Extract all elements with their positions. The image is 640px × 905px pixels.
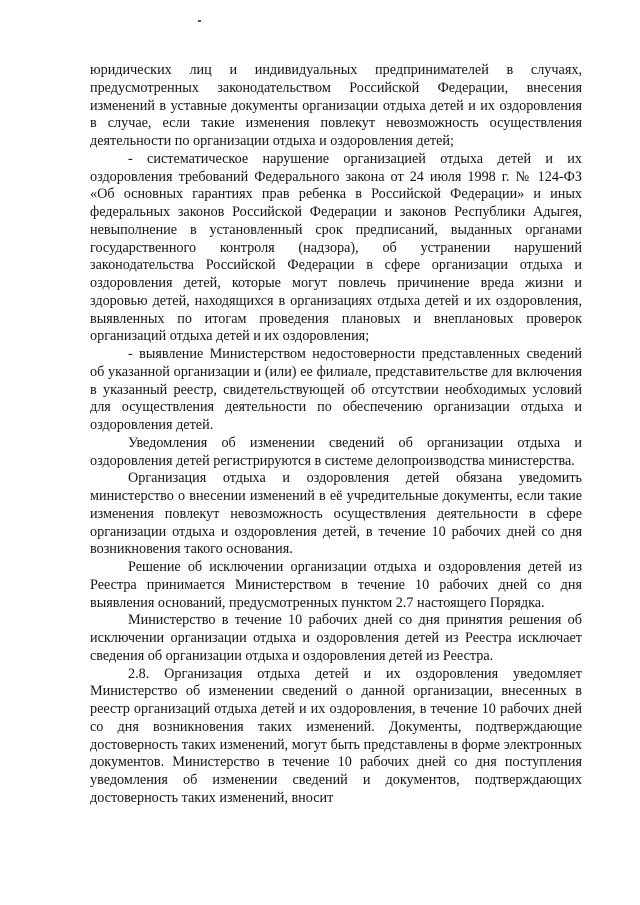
paragraph-notification-registration: Уведомления об изменении сведений об организации отдыха и оздоровления детей регистрируются в системе делопроизводства министерства. (90, 434, 582, 469)
paragraph-section-2-8: 2.8. Организация отдыха детей и их оздоровления уведомляет Министерство об изменении сведений о данной организации, внесенных в реестр организаций отдыха детей и их оздоровления, в течение 10 рабочих дней со дня возникновения таких изменений. Документы, подтверждающие достоверность таких изменений, могут быть представлены в форме электронных документов. Министерство в течение 10 рабочих дней со дня поступления уведомления об изменении сведений и документов, подтверждающих достоверность таких изменений, вносит (90, 665, 582, 806)
paragraph-obligation-to-notify: Организация отдыха и оздоровления детей обязана уведомить министерство о внесении изменений в её учредительные документы, если такие изменения повлекут невозможность осуществления деятельности в сфере организации отдыха и оздоровления детей, в течение 10 рабочих дней со дня возникновения такого основания. (90, 470, 582, 558)
paragraph-exclusion-decision: Решение об исключении организации отдыха и оздоровления детей из Реестра принимается Министерством в течение 10 рабочих дней со дня выявления оснований, предусмотренных пунктом 2.7 настоящего Порядка. (90, 559, 582, 611)
paragraph-systematic-violation: - систематическое нарушение организацией отдыха детей и их оздоровления требований Федерального закона от 24 июля 1998 г. № 124-ФЗ «Об основных гарантиях прав ребенка в Российской Федерации» и иных федеральных законов Российской Федерации и законов Республики Адыгея, невыполнение в установленный срок предписаний, выданных органами государственного контроля (надзора), об устранении нарушений законодательства Российской Федерации в сфере организации отдыха и оздоровления детей, которые могут повлечь причинение вреда жизни и здоровью детей, находящихся в организациях отдыха детей и их оздоровления, выявленных по итогам проведения плановых и внеплановых проверок организаций отдыха детей и их оздоровления; (90, 150, 582, 345)
document-body (90, 62, 582, 808)
paragraph-false-information: - выявление Министерством недостоверности представленных сведений об указанной организации и (или) ее филиале, представительстве для включения в указанный реестр, свидетельствующей об отсутствии необходимых условий для осуществления деятельности по обеспечению организации отдыха и оздоровления детей. (90, 346, 582, 433)
paragraph-exclusion-from-registry: Министерство в течение 10 рабочих дней со дня принятия решения об исключении организации отдыха и оздоровления детей из Реестра исключает сведения об организации отдыха и оздоровления детей из Реестра. (90, 612, 582, 664)
scan-mark (198, 20, 201, 22)
paragraph-continuation: юридических лиц и индивидуальных предпринимателей в случаях, предусмотренных законодательством Российской Федерации, внесения изменений в уставные документы организации отдыха детей и их оздоровления в случае, если такие изменения повлекут невозможность осуществления деятельности по организации отдыха и оздоровления детей; (90, 62, 582, 149)
